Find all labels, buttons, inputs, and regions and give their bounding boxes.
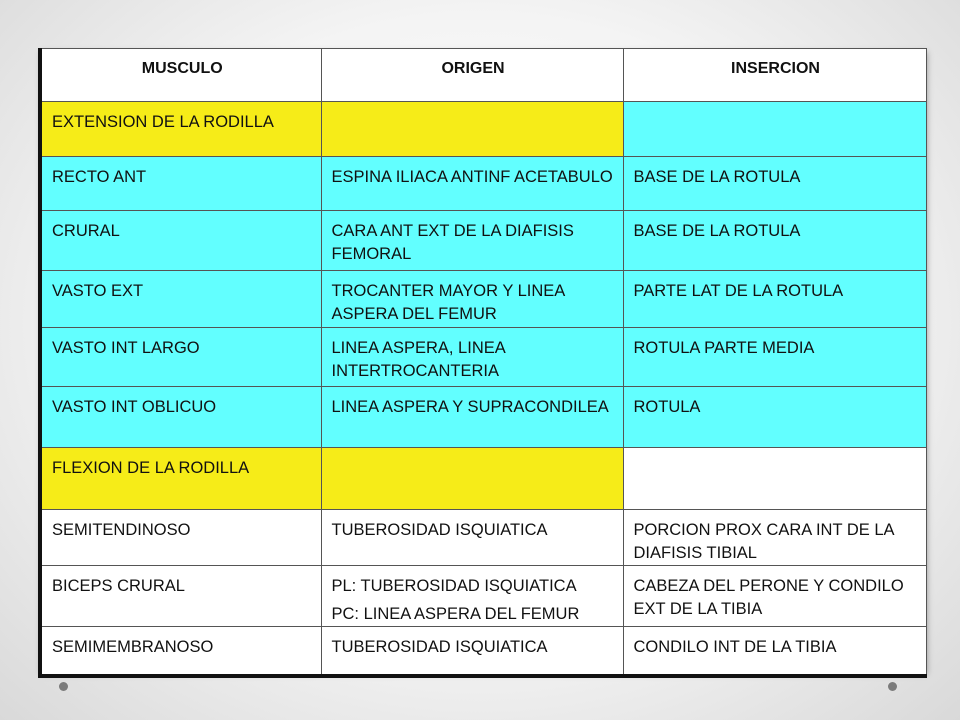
table-row — [40, 271, 926, 328]
table-cell-origen: CARA ANT EXT DE LA DIAFISIS FEMORAL — [321, 211, 623, 271]
header-insercion: INSERCION — [623, 49, 926, 102]
table-cell-insercion: CABEZA DEL PERONE Y CONDILO EXT DE LA TIBIA — [623, 566, 926, 627]
table-row — [40, 157, 926, 211]
header-musculo: MUSCULO — [40, 49, 321, 102]
table-cell-insercion — [623, 448, 926, 510]
bullet-dot-left — [59, 682, 68, 691]
table-row — [40, 387, 926, 448]
table-cell-musculo: RECTO ANT — [40, 157, 321, 211]
bullet-dot-right — [888, 682, 897, 691]
table-cell-origen: LINEA ASPERA, LINEA INTERTROCANTERIA — [321, 328, 623, 387]
table-cell-insercion: PORCION PROX CARA INT DE LA DIAFISIS TIBIAL — [623, 510, 926, 566]
table-cell-musculo: BICEPS CRURAL — [40, 566, 321, 627]
section-label: EXTENSION DE LA RODILLA — [40, 102, 321, 157]
table-cell-insercion: BASE DE LA ROTULA — [623, 157, 926, 211]
table-header-row — [40, 49, 926, 102]
table-cell-insercion: PARTE LAT DE LA ROTULA — [623, 271, 926, 328]
table-row — [40, 211, 926, 271]
table-cell-origen: ESPINA ILIACA ANTINF ACETABULO — [321, 157, 623, 211]
section-label: FLEXION DE LA RODILLA — [40, 448, 321, 510]
table-cell-insercion: CONDILO INT DE LA TIBIA — [623, 627, 926, 676]
section-row-extension — [40, 102, 926, 157]
table-cell-origen: TUBEROSIDAD ISQUIATICA — [321, 627, 623, 676]
table-cell-insercion: ROTULA PARTE MEDIA — [623, 328, 926, 387]
header-origen: ORIGEN — [321, 49, 623, 102]
table-row — [40, 328, 926, 387]
table-cell-musculo: VASTO EXT — [40, 271, 321, 328]
table-cell-musculo: SEMITENDINOSO — [40, 510, 321, 566]
section-row-flexion — [40, 448, 926, 510]
origen-line: PC: LINEA ASPERA DEL FEMUR — [331, 605, 580, 623]
table-row — [40, 627, 926, 676]
table-cell-musculo: CRURAL — [40, 211, 321, 271]
table-cell-origen — [321, 102, 623, 157]
table-cell-origen — [321, 448, 623, 510]
table-cell-insercion: BASE DE LA ROTULA — [623, 211, 926, 271]
table-cell-origen: TROCANTER MAYOR Y LINEA ASPERA DEL FEMUR — [321, 271, 623, 328]
table-cell-origen — [321, 566, 623, 627]
origen-line: PL: TUBEROSIDAD ISQUIATICA — [331, 577, 577, 595]
table-cell-insercion: ROTULA — [623, 387, 926, 448]
table-cell-origen: TUBEROSIDAD ISQUIATICA — [321, 510, 623, 566]
table-cell-musculo: VASTO INT OBLICUO — [40, 387, 321, 448]
muscle-table — [38, 48, 927, 678]
table-cell-insercion — [623, 102, 926, 157]
table-row — [40, 510, 926, 566]
table-cell-origen: LINEA ASPERA Y SUPRACONDILEA — [321, 387, 623, 448]
table-cell-musculo: SEMIMEMBRANOSO — [40, 627, 321, 676]
table-cell-musculo: VASTO INT LARGO — [40, 328, 321, 387]
table-row — [40, 566, 926, 627]
